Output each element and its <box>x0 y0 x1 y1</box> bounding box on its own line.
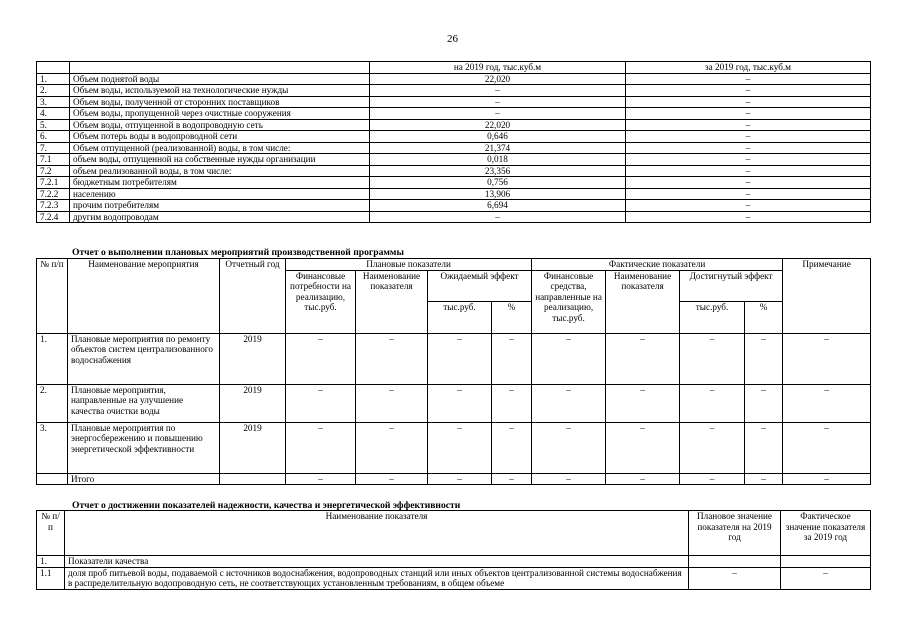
fact-indicators-header: Фактические показатели <box>532 259 783 271</box>
row-value: – <box>626 200 871 212</box>
col-plan-value-header: Плановое значение показателя на 2019 год <box>689 511 781 556</box>
row-value: – <box>370 108 626 120</box>
row-label: бюджетным потребителям <box>70 177 370 189</box>
row-label: Объем поднятой воды <box>70 73 370 85</box>
table-row <box>37 188 871 200</box>
row-value: – <box>626 85 871 97</box>
table-row <box>37 96 871 108</box>
row-number: 2. <box>37 384 68 422</box>
total-row <box>37 473 871 485</box>
total-label: Итого <box>68 473 220 485</box>
report-year: 2019 <box>220 384 286 422</box>
row-label: Объем потерь воды в водопроводной сети <box>70 131 370 143</box>
note-header: Примечание <box>783 259 871 334</box>
value-cell: – <box>532 473 606 485</box>
plan-value <box>689 556 781 568</box>
row-number: 7.2.4 <box>37 211 70 223</box>
plan-indicator-name-header: Наименование показателя <box>356 270 428 333</box>
table-row <box>37 119 871 131</box>
table-row <box>37 211 871 223</box>
row-label: Объем отпущенной (реализованной) воды, в том числе: <box>70 142 370 154</box>
row-number: 7.2.2 <box>37 188 70 200</box>
value-cell: – <box>286 473 356 485</box>
col-year-header: Отчетный год <box>220 259 286 334</box>
report-year <box>220 473 286 485</box>
value-cell: – <box>606 422 680 473</box>
value-cell: – <box>492 333 532 384</box>
row-number: 7. <box>37 142 70 154</box>
value-cell: – <box>606 384 680 422</box>
row-number: 7.2.3 <box>37 200 70 212</box>
header-cell: на 2019 год, тыс.куб.м <box>370 62 626 74</box>
value-cell: – <box>680 473 745 485</box>
page-number: 26 <box>447 33 458 45</box>
value-cell: – <box>783 384 871 422</box>
row-value: – <box>626 96 871 108</box>
row-label: Объем воды, используемой на технологические нужды <box>70 85 370 97</box>
achieved-pct-header: % <box>745 302 783 334</box>
row-number: 7.2.1 <box>37 177 70 189</box>
row-number: 3. <box>37 422 68 473</box>
row-value: – <box>626 177 871 189</box>
col-fact-value-header: Фактическое значение показателя за 2019 год <box>781 511 871 556</box>
row-value: – <box>626 73 871 85</box>
value-cell: – <box>428 333 492 384</box>
reliability-report-table <box>36 510 871 590</box>
table-row <box>37 384 871 422</box>
table-row <box>37 154 871 166</box>
fact-value <box>781 556 871 568</box>
value-cell: – <box>532 384 606 422</box>
expected-effect-header: Ожидаемый эффект <box>428 270 532 302</box>
table-row <box>37 567 871 589</box>
fact-indicator-name-header: Наименование показателя <box>606 270 680 333</box>
value-cell: – <box>286 384 356 422</box>
row-label: прочим потребителям <box>70 200 370 212</box>
value-cell: – <box>745 384 783 422</box>
row-value: – <box>370 96 626 108</box>
header-cell <box>70 62 370 74</box>
fact-finance-header: Финансовые средства, направленные на реализацию, тыс.руб. <box>532 270 606 333</box>
row-number: 7.1 <box>37 154 70 166</box>
table-row <box>37 73 871 85</box>
row-value: – <box>626 211 871 223</box>
activities-report-caption: Отчет о выполнении плановых мероприятий производственной программы <box>72 247 404 258</box>
value-cell: – <box>428 422 492 473</box>
value-cell: – <box>783 333 871 384</box>
activities-report-table <box>36 258 871 485</box>
row-number: 3. <box>37 96 70 108</box>
row-value: – <box>626 154 871 166</box>
row-label: населению <box>70 188 370 200</box>
col-num-header: № п/п <box>37 259 68 334</box>
value-cell: – <box>286 422 356 473</box>
table-row <box>37 142 871 154</box>
value-cell: – <box>356 422 428 473</box>
value-cell: – <box>532 333 606 384</box>
activity-name: Плановые мероприятия, направленные на улучшение качества очистки воды <box>68 384 220 422</box>
row-value: – <box>626 131 871 143</box>
expected-rub-header: тыс.руб. <box>428 302 492 334</box>
value-cell: – <box>680 384 745 422</box>
value-cell: – <box>356 473 428 485</box>
value-cell: – <box>745 333 783 384</box>
col-num-header: № п/п <box>37 511 65 556</box>
row-number: 1. <box>37 333 68 384</box>
value-cell: – <box>606 473 680 485</box>
col-name-header: Наименование мероприятия <box>68 259 220 334</box>
row-value: 22,020 <box>370 119 626 131</box>
table-row <box>37 333 871 384</box>
value-cell: – <box>680 422 745 473</box>
value-cell: – <box>492 473 532 485</box>
row-number <box>37 473 68 485</box>
table-row <box>37 200 871 212</box>
row-label: Объем воды, полученной от сторонних поставщиков <box>70 96 370 108</box>
indicator-name: доля проб питьевой воды, подаваемой с источников водоснабжения, водопроводных станций или иных объектов централизованной системы водоснабжения в распределительную водопроводную сеть, не соответствующих установленным требованиям, в общем объеме <box>65 567 689 589</box>
achieved-effect-header: Достигнутый эффект <box>680 270 783 302</box>
value-cell: – <box>783 473 871 485</box>
report-year: 2019 <box>220 333 286 384</box>
row-value: – <box>626 188 871 200</box>
row-value: – <box>370 85 626 97</box>
col-indicator-header: Наименование показателя <box>65 511 689 556</box>
row-number: 2. <box>37 85 70 97</box>
row-number: 5. <box>37 119 70 131</box>
row-label: объем воды, отпущенной на собственные нужды организации <box>70 154 370 166</box>
row-value: 0,646 <box>370 131 626 143</box>
value-cell: – <box>428 473 492 485</box>
indicator-name: Показатели качества <box>65 556 689 568</box>
value-cell: – <box>492 384 532 422</box>
value-cell: – <box>356 384 428 422</box>
header-cell <box>37 62 70 74</box>
row-number: 1. <box>37 73 70 85</box>
row-number: 7.2 <box>37 165 70 177</box>
achieved-rub-header: тыс.руб. <box>680 302 745 334</box>
row-number: 1. <box>37 556 65 568</box>
table-row <box>37 177 871 189</box>
fact-value: – <box>781 567 871 589</box>
header-cell: за 2019 год, тыс.куб.м <box>626 62 871 74</box>
table-row <box>37 422 871 473</box>
row-value: 22,020 <box>370 73 626 85</box>
row-value: – <box>626 119 871 131</box>
plan-finance-header: Финансовые потребности на реализацию, тыс.руб. <box>286 270 356 333</box>
row-label: объем реализованной воды, в том числе: <box>70 165 370 177</box>
row-label: Объем воды, отпущенной в водопроводную сеть <box>70 119 370 131</box>
row-value: 6,694 <box>370 200 626 212</box>
value-cell: – <box>428 384 492 422</box>
row-value: 0,756 <box>370 177 626 189</box>
activity-name: Плановые мероприятия по ремонту объектов систем централизованного водоснабжения <box>68 333 220 384</box>
row-value: 23,356 <box>370 165 626 177</box>
row-number: 4. <box>37 108 70 120</box>
table-row <box>37 556 871 568</box>
plan-indicators-header: Плановые показатели <box>286 259 532 271</box>
table-header-row <box>37 62 871 74</box>
row-value: 13,906 <box>370 188 626 200</box>
row-label: Объем воды, пропущенной через очистные сооружения <box>70 108 370 120</box>
row-number: 1.1 <box>37 567 65 589</box>
water-volume-table <box>36 61 871 223</box>
row-value: – <box>626 142 871 154</box>
value-cell: – <box>356 333 428 384</box>
plan-value: – <box>689 567 781 589</box>
table-row <box>37 131 871 143</box>
value-cell: – <box>745 422 783 473</box>
expected-pct-header: % <box>492 302 532 334</box>
row-value: 21,374 <box>370 142 626 154</box>
table-row <box>37 85 871 97</box>
reliability-report-caption: Отчет о достижении показателей надежности, качества и энергетической эффективности <box>72 500 461 511</box>
row-label: другим водопроводам <box>70 211 370 223</box>
row-value: 0,018 <box>370 154 626 166</box>
table-row <box>37 165 871 177</box>
value-cell: – <box>783 422 871 473</box>
value-cell: – <box>532 422 606 473</box>
row-value: – <box>626 165 871 177</box>
value-cell: – <box>680 333 745 384</box>
row-value: – <box>626 108 871 120</box>
report-year: 2019 <box>220 422 286 473</box>
value-cell: – <box>286 333 356 384</box>
row-number: 6. <box>37 131 70 143</box>
value-cell: – <box>492 422 532 473</box>
activity-name: Плановые мероприятия по энергосбережению и повышению энергетической эффективности <box>68 422 220 473</box>
row-value: – <box>370 211 626 223</box>
value-cell: – <box>606 333 680 384</box>
value-cell: – <box>745 473 783 485</box>
table-row <box>37 108 871 120</box>
